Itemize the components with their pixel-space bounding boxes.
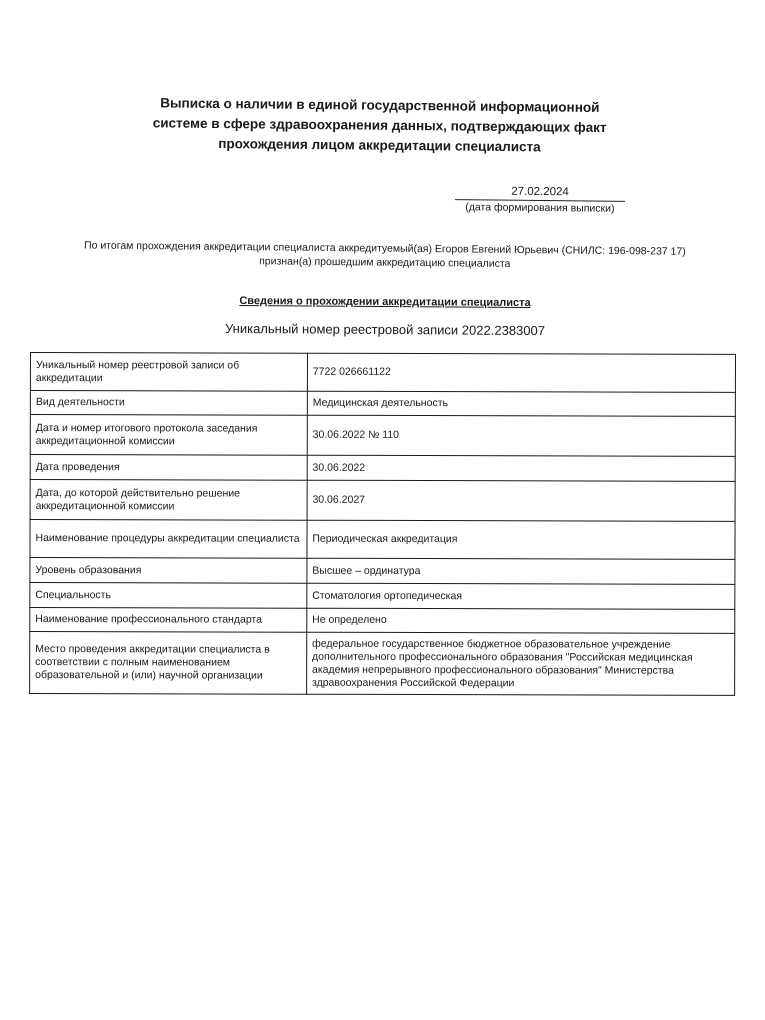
table-row xyxy=(30,632,735,696)
accreditation-table xyxy=(29,352,736,696)
title-line-3: прохождения лицом аккредитации специалиста xyxy=(218,136,541,155)
row-label: Дата и номер итогового протокола заседания аккредитационной комиссии xyxy=(30,415,307,456)
intro-text xyxy=(40,238,730,273)
row-value: 30.06.2022 № 110 xyxy=(307,415,735,456)
row-label: Уровень образования xyxy=(30,558,307,584)
row-value: 30.06.2022 xyxy=(307,455,735,481)
table-row xyxy=(30,455,735,482)
row-value: Периодическая аккредитация xyxy=(307,520,735,559)
row-label: Дата проведения xyxy=(30,455,307,481)
row-label: Вид деятельности xyxy=(30,391,307,416)
row-value: Высшее – ординатура xyxy=(307,558,735,584)
registry-number: Уникальный номер реестровой записи 2022.2383007 xyxy=(224,320,546,339)
document-title xyxy=(119,93,640,158)
row-value: федеральное государственное бюджетное образовательное учреждение дополнительного профессионального образования "Российская медицинская академия непрерывного профессионального образования" Министерства здравоохранения Российской Федерации xyxy=(306,632,734,695)
section-heading: Сведения о прохождении аккредитации специалиста xyxy=(239,294,531,310)
table-row xyxy=(30,520,735,560)
row-label: Наименование процедуры аккредитации специалиста xyxy=(30,520,307,559)
title-line-1: Выписка о наличии в единой государственной информационной xyxy=(160,95,600,116)
row-label: Наименование профессионального стандарта xyxy=(30,608,307,633)
table-row xyxy=(30,608,735,634)
row-label: Уникальный номер реестровой записи об аккредитации xyxy=(30,353,307,392)
intro-line-2: признан(а) прошедшим аккредитацию специалиста xyxy=(259,255,511,270)
table-row xyxy=(30,480,735,522)
row-value: Не определено xyxy=(307,608,735,633)
table-row xyxy=(30,558,735,585)
formation-date: 27.02.2024 xyxy=(455,184,625,202)
formation-date-caption: (дата формирования выписки) xyxy=(465,201,615,215)
table-row xyxy=(30,391,735,417)
formation-date-block xyxy=(455,184,625,216)
table-row xyxy=(30,583,735,610)
row-label: Дата, до которой действительно решение аккредитационной комиссии xyxy=(30,480,307,521)
intro-line-1: По итогам прохождения аккредитации специалиста аккредитуемый(ая) Егоров Евгений Юрьевич (СНИЛС: 196-098-237 17) xyxy=(83,239,686,258)
row-value: 7722 026661122 xyxy=(307,353,735,392)
table-row xyxy=(30,415,735,457)
row-label: Место проведения аккредитации специалиста в соответствии с полным наименованием образовательной и (или) научной организации xyxy=(30,632,307,695)
row-value: Медицинская деятельность xyxy=(307,391,735,416)
table-row xyxy=(30,353,735,393)
title-line-2: системе в сфере здравоохранения данных, подтверждающих факт xyxy=(152,115,607,136)
row-label: Специальность xyxy=(30,583,307,609)
row-value: 30.06.2027 xyxy=(307,480,735,521)
row-value: Стоматология ортопедическая xyxy=(307,583,735,609)
